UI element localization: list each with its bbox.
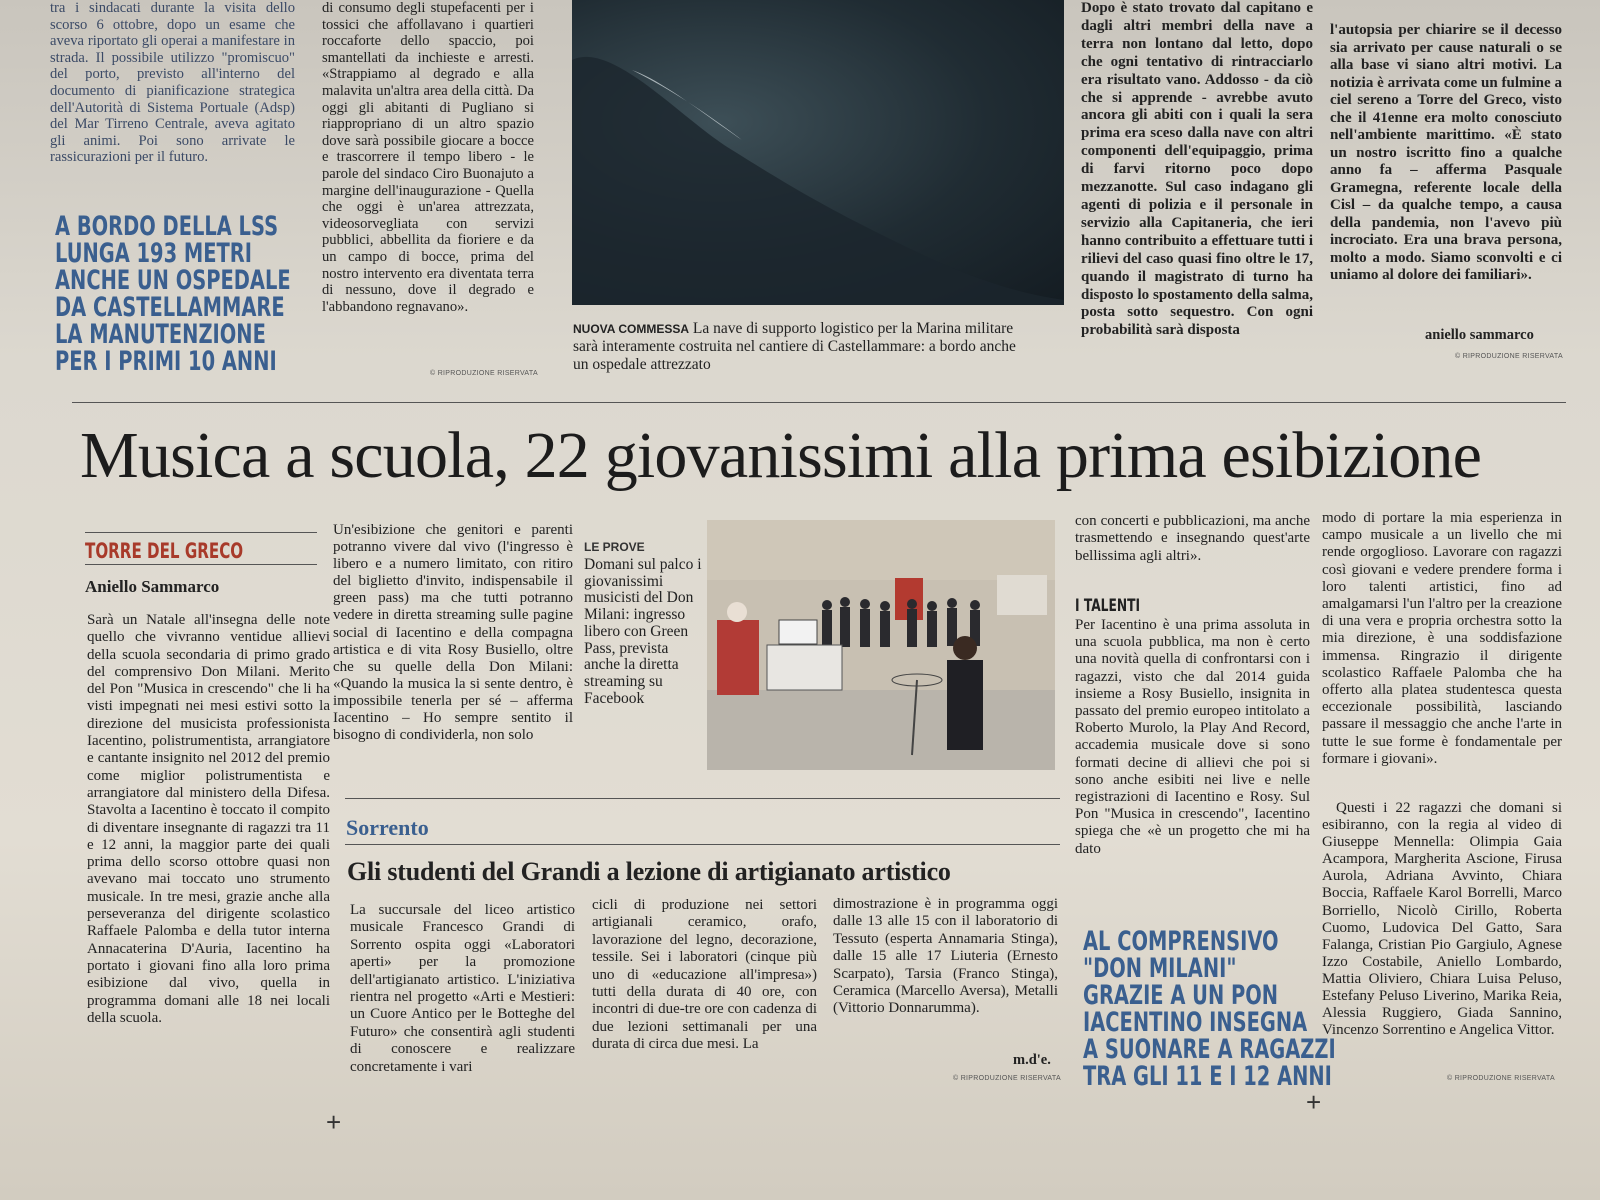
section-divider xyxy=(72,402,1566,403)
sorrento-headline: Gli studenti del Grandi a lezione di artigianato artistico xyxy=(347,857,951,886)
crop-mark-icon: + xyxy=(1306,1087,1322,1117)
ripro-notice: © RIPRODUZIONE RISERVATA xyxy=(953,1075,1061,1082)
top-pull-quote xyxy=(55,211,291,377)
byline: Aniello Sammarco xyxy=(85,577,220,596)
caption-label: NUOVA COMMESSA xyxy=(573,322,690,336)
kicker-location: TORRE DEL GRECO xyxy=(85,539,244,563)
sea-wave-image xyxy=(572,0,1064,305)
sorrento-rule xyxy=(345,844,1060,845)
photo-caption-label: LE PROVE xyxy=(584,540,645,554)
students-rehearsal-image xyxy=(707,520,1055,770)
main-col4: con concerti e pubblicazioni, ma anche trasmettendo e insegnando quest'arte bellissima agli altri». xyxy=(1075,513,1310,564)
kicker-rule xyxy=(85,564,317,565)
top-article-col1: tra i sindacati durante la visita dello scorso 6 ottobre, dopo un esame che aveva riportato gli operai a manifestare in strada. Il possibile utilizzo "promiscuo" del porto, previsto all'interno del documento di pianificazione strategica dell'Autorità di Sistema Portuale (Adsp) del Mar Tirreno Centrale, aveva agitato gli animi. Poi sono arrivate le rassicurazioni per il futuro. xyxy=(50,0,295,166)
main-col4-continued: Per Iacentino è una prima assoluta in una scuola pubblica, ma non è certo una novità quella di confrontarsi con i ragazzi, visto che dal 2014 guida insieme a Rosy Busiello, insignita in passato del premio europeo intitolato a Roberto Murolo, la Play And Record, accademia musicale dove si sono formati decine di allievi che poi si sono anche esibiti nei live e nelle registrazioni di Iacentino e Rosy. Sul Pon "Musica in crescendo", Iacentino spiega che «è un progetto che mi ha dato xyxy=(1075,617,1310,857)
pull-line: IACENTINO INSEGNA xyxy=(1083,1007,1308,1038)
main-col5-continued: Questi i 22 ragazzi che domani si esibiranno, con la regia al video di Giuseppe Mennella: Olimpia Gaia Acampora, Margherita Ascione, Firusa Aurola, Adriana Avvinto, Chiara Boccia, Raffaele Karol Borrelli, Marco Borriello, Nicolò Cirillo, Roberta Cuomo, Ludovica Del Gatto, Sara Falanga, Cristian Pio Gargiulo, Agnese Izzo Costabile, Aniello Lombardo, Mattia Oliviero, Chiara Luisa Peluso, Estefany Peluso Liverino, Marika Reia, Alessia Ruggiero, Giada Sannino, Vincenzo Sorrentino e Angelica Vittor. xyxy=(1322,800,1562,1039)
sorrento-col1: La succursale del liceo artistico musicale Francesco Grandi di Sorrento ospita oggi «Laboratori aperti» per la promozione dell'artigianato artistico. L'iniziativa rientra nel progetto «Arti e Mestieri: un Cuore Antico per le Botteghe del Futuro» che consentirà agli studenti di conoscere e realizzare concretamente i vari xyxy=(350,902,575,1075)
pull-line: LUNGA 193 METRI xyxy=(55,238,252,269)
pull-line: AL COMPRENSIVO xyxy=(1083,926,1279,957)
sorrento-col2: cicli di produzione nei settori artigianali ceramico, orafo, lavorazione del legno, decorazione, tessile. Sei i laboratori (cinque più uno di «educazione all'impresa») tutti della durata di 40 ore, con incontri di due-tre ore con cadenza di due lezioni settimanali per una durata di circa due mesi. La xyxy=(592,897,817,1053)
main-pull-quote xyxy=(1083,926,1336,1092)
pull-line: ANCHE UN OSPEDALE xyxy=(55,265,291,296)
pull-line: A SUONARE A RAGAZZI xyxy=(1083,1034,1336,1065)
pull-line: PER I PRIMI 10 ANNI xyxy=(55,346,277,377)
subhead-talenti: I TALENTI xyxy=(1075,596,1141,616)
pull-line: LA MANUTENZIONE xyxy=(55,319,266,350)
ripro-notice: © RIPRODUZIONE RISERVATA xyxy=(1455,353,1563,360)
ripro-notice: © RIPRODUZIONE RISERVATA xyxy=(430,370,538,377)
sorrento-top-rule xyxy=(345,798,1060,799)
main-col2: Un'esibizione che genitori e parenti potranno vivere dal vivo (l'ingresso è libero e a numero limitato, con ritiro del biglietto d'invito, indispensabile il green pass) ma che tutti potranno vedere in diretta streaming sulle pagine social di Iacentino e della compagna artistica e di vita Rosy Busiello, oltre che su quelle della Don Milani: «Quando la musica la si sente dentro, è impossibile tenerla per sé – afferma Iacentino – Ho sempre sentito il bisogno di condividerla, non solo xyxy=(333,522,573,744)
pull-line: TRA GLI 11 E I 12 ANNI xyxy=(1083,1061,1332,1092)
pull-line: GRAZIE A UN PON xyxy=(1083,980,1279,1011)
pull-line: DA CASTELLAMMARE xyxy=(55,292,285,323)
caption-text: La nave di supporto logistico per la Marina militare sarà interamente costruita nel cantiere di Castellammare: a bordo anche un ospedale attrezzato xyxy=(573,320,1016,373)
kicker-rule xyxy=(85,532,317,533)
photo-caption-block xyxy=(584,540,702,707)
top-author: aniello sammarco xyxy=(1425,327,1534,343)
ripro-notice: © RIPRODUZIONE RISERVATA xyxy=(1447,1075,1555,1082)
top-article-col3: Dopo è stato trovato dal capitano e dagli altri membri della nave a terra non lontano dal letto, dopo che ogni tentativo di rintracciarlo era risultato vano. Addosso - da ciò che si apprende - avrebbe avuto ancora gli abiti con i quali la sera prima era sceso dalla nave con altri componenti dell'equipaggio, prima di farvi ritorno poco dopo mezzanotte. Sul caso indagano gli agenti di polizia e il personale in servizio alla Capitaneria, che ieri hanno contribuito a effettuare tutti i rilievi del caso quasi fino oltre le 17, quando il magistrato di turno ha disposto lo spostamento della salma, posta sotto sequestro. Con ogni probabilità sarà disposta xyxy=(1081,0,1313,339)
pull-line: A BORDO DELLA LSS xyxy=(55,211,279,242)
crop-mark-icon: + xyxy=(326,1107,342,1137)
sorrento-col3: dimostrazione è in programma oggi dalle 13 alle 15 con il laboratorio di Tessuto (esperta Annamaria Stinga), dalle 15 alle 17 Liuteria (Ernesto Scarpato), Tarsia (Franco Stinga), Ceramica (Marcello Aversa), Metalli (Vittorio Donnarumma). xyxy=(833,896,1058,1017)
top-article-col2: di consumo degli stupefacenti per i tossici che affollavano i quartieri roccaforte dello spaccio, poi smantellati da inchieste e arresti. «Strappiamo al degrado e alla malavita un'altra area della città. Da oggi gli abitanti di Pugliano si riappropriano di un altro spazio dove sarà possibile giocare a bocce e trascorrere il tempo libero - le parole del sindaco Ciro Buonajuto a margine dell'inaugurazione - Quella che oggi è un'area attrezzata, videosorvegliata con servizi pubblici, abbellita da fioriere e da un campo di bocce, prima del nostro intervento era diventata terra di nessuno, dove il degrado e l'abbandono regnavano». xyxy=(322,0,534,315)
main-headline: Musica a scuola, 22 giovanissimi alla prima esibizione xyxy=(80,419,1482,492)
rehearsal-photo xyxy=(707,520,1055,770)
main-col1: Sarà un Natale all'insegna delle note quello che vivranno ventidue allievi della scuola secondaria di primo grado del comprensivo Don Milani. Merito del Pon "Musica in crescendo" che li ha visti impegnati nei mesi estivi sotto la direzione del musicista professionista Iacentino, polistrumentista, arrangiatore e cantante insignito nel 2012 del premio come miglior polistrumentista e arrangiatore dal ministero della Difesa. Stavolta a Iacentino è toccato il compito di diventare insegnante di ragazzi tra 11 e 12 anni, la maggior parte dei quali prima dello scorso ottobre quasi non avevano mai toccato uno strumento musicale. In tre mesi, grazie anche alla perseveranza del dirigente scolastico Raffaele Palomba e della tutor interna Annacaterina D'Auria, Iacentino ha portato i giovani fino alla loro prima esibizione dal vivo, quella in programma domani alle 18 nei locali della scuola. xyxy=(87,612,330,1026)
ship-photo xyxy=(572,0,1064,305)
pull-line: "DON MILANI" xyxy=(1083,953,1237,984)
sorrento-author: m.d'e. xyxy=(1013,1052,1051,1068)
ship-photo-caption xyxy=(573,320,1033,374)
top-article-col4: l'autopsia per chiarire se il decesso sia arrivato per cause naturali o se alla base vi siano altri motivi. La notizia è arrivata come un fulmine a ciel sereno a Torre del Greco, visto che il 41enne era molto conosciuto nell'ambiente marittimo. «È stato un nostro iscritto fino a qualche anno fa – afferma Pasquale Gramegna, referente locale della Cisl – da qualche tempo, a causa della pandemia, non l'avevo più incrociato. Era una brava persona, molto a modo. Siamo sconvolti e ci uniamo al dolore dei familiari». xyxy=(1330,22,1562,283)
sorrento-section-label: Sorrento xyxy=(346,815,429,840)
main-col5: modo di portare la mia esperienza in campo musicale a un livello che mi rende orgoglioso. Lavorare con ragazzi così giovani e vedere prendere forma i loro talenti artistici, fino ad amalgamarsi l'un l'altro per la creazione di una vera e propria orchestra sotto la mia direzione, è una soddisfazione immensa. Ringrazio il dirigente scolastico Raffaele Palomba che ha offerto alla platea studentesca questa eccezionale possibilità, lasciando passare il messaggio che anche l'arte in tutte le sue forme è fondamentale per formare i giovani». xyxy=(1322,510,1562,767)
photo-caption-text: Domani sul palco i giovanissimi musicisti del Don Milani: ingresso libero con Green Pass, prevista anche la diretta streaming su Facebook xyxy=(584,556,702,707)
